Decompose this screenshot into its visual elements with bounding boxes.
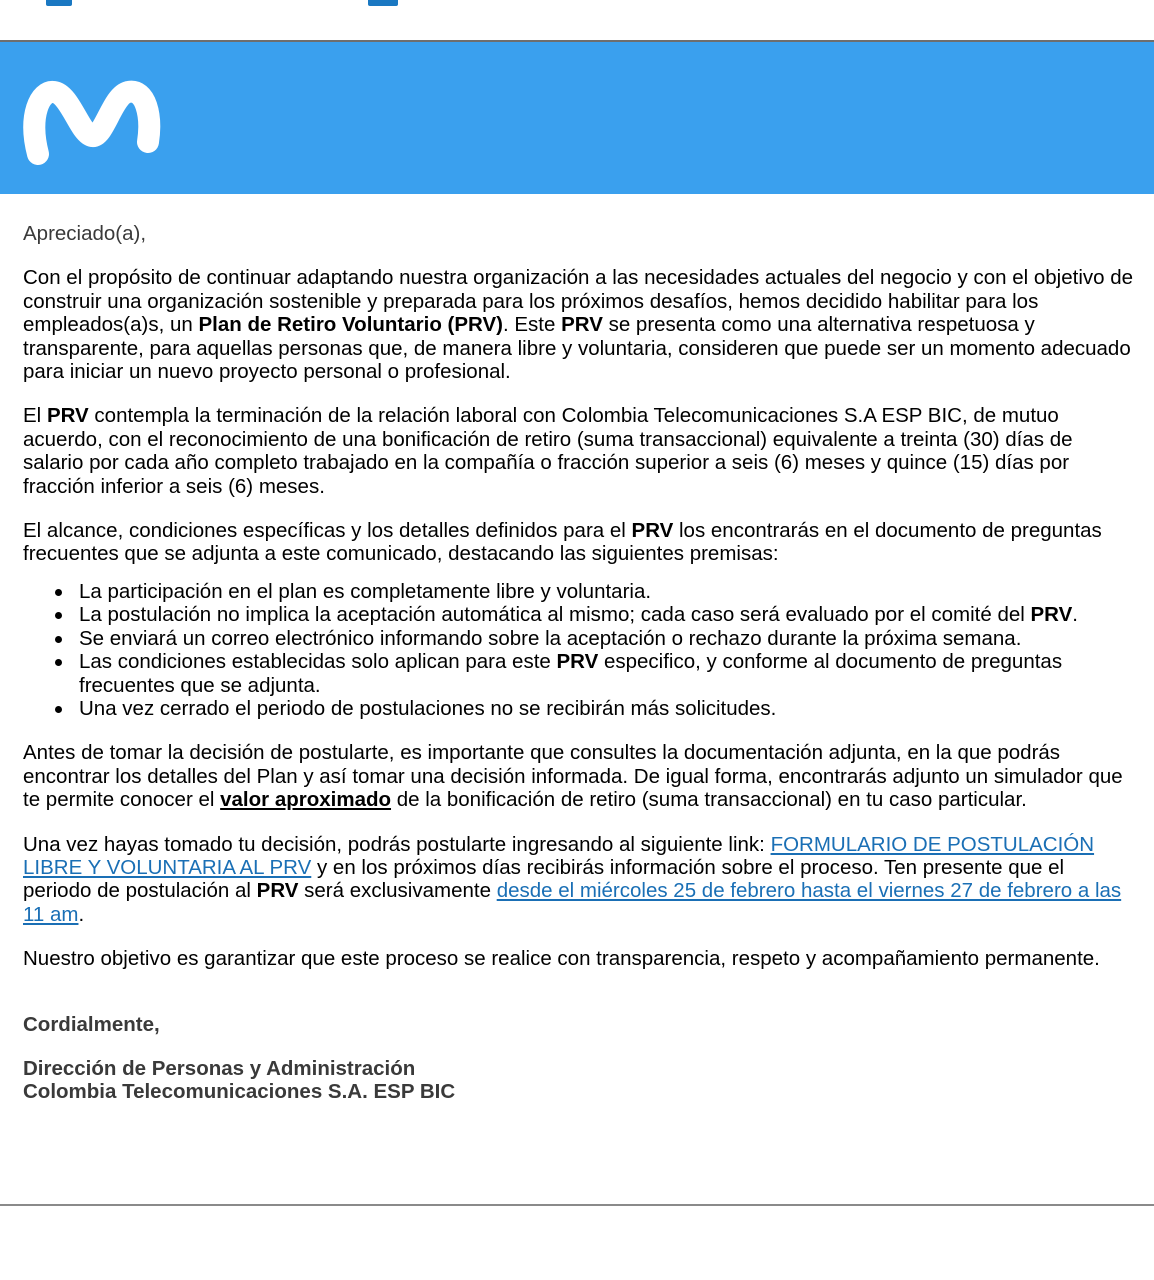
closing: Cordialmente, [23, 1012, 160, 1036]
bold-text: PRV [556, 650, 599, 674]
list-item: La participación en el plan es completamente libre y voluntaria. [79, 580, 1135, 603]
text: será exclusivamente [298, 879, 497, 903]
spacer [23, 992, 1135, 1013]
text: se presenta como una alternativa respetuosa y transparente, para aquellas personas que, de manera libre y voluntaria, consideren que puede ser un momento adecuado para iniciar un nuevo proyecto personal o profesional. [23, 313, 1131, 384]
text: especifico, y conforme al documento de preguntas frecuentes que se adjunta. [79, 650, 1063, 697]
bottom-divider [0, 1204, 1154, 1206]
text: . Este [502, 313, 562, 337]
bold-text: PRV [256, 879, 299, 903]
list-item [79, 603, 1135, 626]
text: los encontrarás en el documento de preguntas frecuentes que se adjunta a este comunicado, destacando las siguientes premisas: [23, 519, 1102, 566]
signature-department: Dirección de Personas y Administración [23, 1056, 416, 1080]
premises-list [23, 580, 1135, 720]
text: Antes de tomar la decisión de postularte, es importante que consultes la documentación adjunta, en la que podrás encontrar los detalles del Plan y así tomar una decisión informada. De igual forma, encontrarás adjunto un simulador que te permite conocer el [23, 741, 1123, 812]
cropped-header-fragment [46, 0, 72, 6]
text: de la bonificación de retiro (suma transaccional) en tu caso particular. [391, 788, 1027, 812]
paragraph-scope [23, 519, 1135, 566]
text: . [78, 902, 85, 926]
paragraph-intro [23, 266, 1135, 383]
greeting: Apreciado(a), [23, 222, 147, 245]
top-cropped-header [0, 0, 1154, 42]
bold-text: PRV [561, 313, 603, 337]
bold-text: PRV [1030, 603, 1073, 627]
paragraph-documentation [23, 741, 1135, 811]
text: El alcance, condiciones específicas y los detalles definidos para el [23, 519, 632, 543]
cropped-header-fragment [368, 0, 398, 6]
text: El [23, 404, 47, 428]
signature-company: Colombia Telecomunicaciones S.A. ESP BIC [23, 1080, 456, 1104]
movistar-m-logo-icon [22, 76, 162, 172]
bold-text: PRV [631, 519, 674, 543]
text: Una vez hayas tomado tu decisión, podrás postularte ingresando al siguiente link: [23, 832, 771, 856]
bold-text: Plan de Retiro Voluntario (PRV) [198, 313, 503, 337]
text: . [1072, 603, 1078, 627]
paragraph-prv-terms [23, 404, 1135, 498]
email-banner [0, 42, 1154, 194]
bold-text: PRV [46, 404, 89, 428]
bold-underlined-text: valor aproximado [220, 788, 392, 812]
application-period-link[interactable]: desde el miércoles 25 de febrero hasta el viernes 27 de febrero a las 11 am [23, 879, 1122, 926]
text: Con el propósito de continuar adaptando nuestra organización a las necesidades actuales del negocio y con el objetivo de construir una organización sostenible y preparada para los próximos desafíos, hemos decidido habilitar para los empleados(a)s, un [23, 266, 1134, 337]
email-body [23, 222, 1135, 1104]
list-item: Una vez cerrado el periodo de postulaciones no se recibirán más solicitudes. [79, 697, 1135, 720]
list-item: Se enviará un correo electrónico informando sobre la aceptación o rechazo durante la próxima semana. [79, 627, 1135, 650]
paragraph-objective: Nuestro objetivo es garantizar que este proceso se realice con transparencia, respeto y acompañamiento permanente. [23, 947, 1100, 971]
text: Las condiciones establecidas solo aplican para este [79, 650, 557, 674]
text: y en los próximos días recibirás información sobre el proceso. Ten presente que el periodo de postulación al [23, 855, 1065, 903]
application-form-link[interactable]: FORMULARIO DE POSTULACIÓN LIBRE Y VOLUNTARIA AL PRV [23, 832, 1095, 879]
text: contempla la terminación de la relación laboral con Colombia Telecomunicaciones S.A ESP BIC, de mutuo acuerdo, con el reconocimiento de una bonificación de retiro (suma transaccional) equivalente a treinta (30) días de salario por cada año completo trabajado en la compañía o fracción superior a seis (6) meses y quince (15) días por fracción inferior a seis (6) meses. [23, 404, 1073, 498]
text: La postulación no implica la aceptación automática al mismo; cada caso será evaluado por el comité del [79, 603, 1031, 627]
paragraph-application [23, 833, 1135, 927]
list-item [79, 650, 1135, 697]
